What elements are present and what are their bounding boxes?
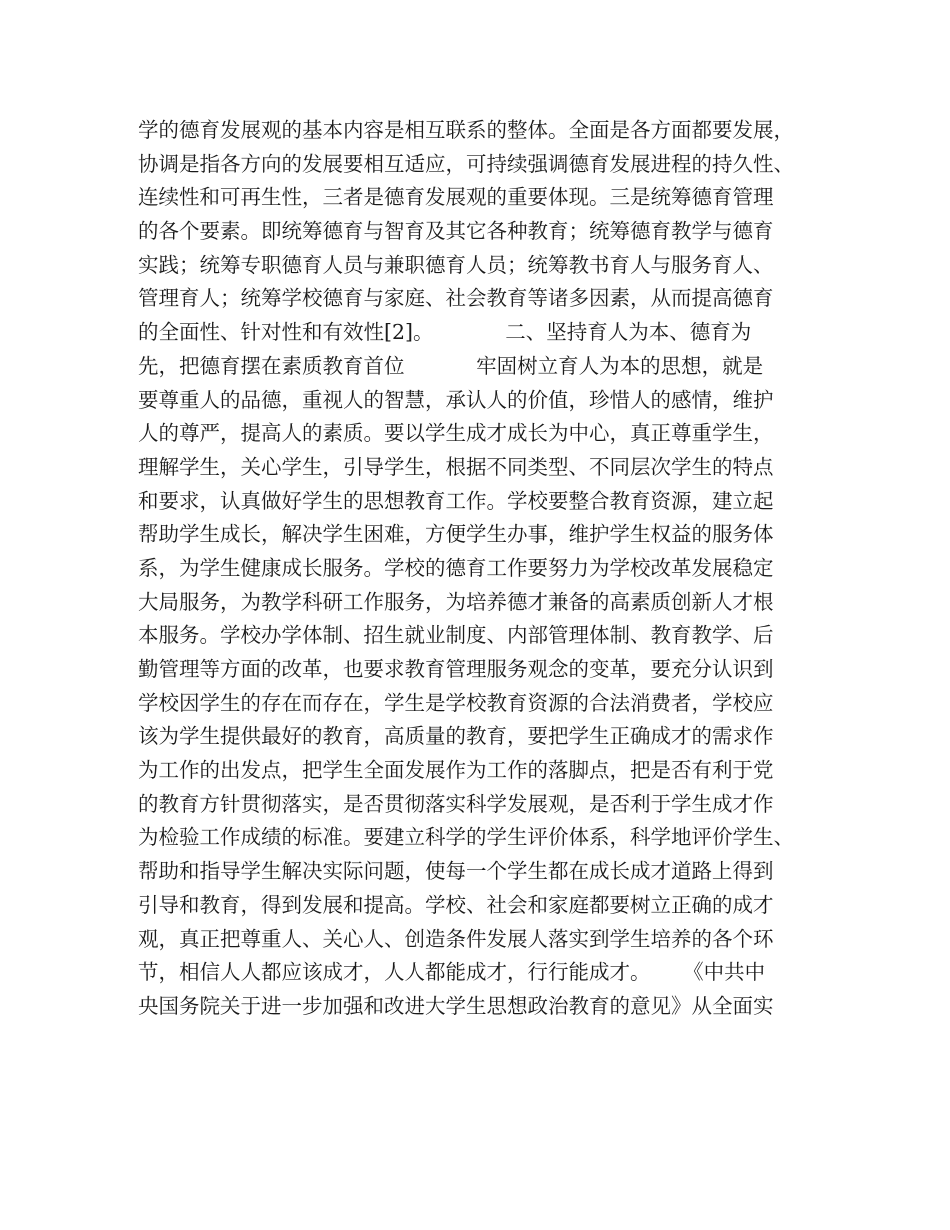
text-line: 连续性和可再生性，三者是德育发展观的重要体现。三是统筹德育管理 bbox=[138, 185, 774, 210]
text-line: 帮助学生成长，解决学生困难，方便学生办事，维护学生权益的服务体 bbox=[138, 522, 774, 547]
text-line: 为检验工作成绩的标准。要建立科学的学生评价体系，科学地评价学生、 bbox=[138, 825, 794, 850]
text-line: 先，把德育摆在素质教育首位 牢固树立育人为本的思想，就是 bbox=[138, 353, 764, 378]
text-line: 学的德育发展观的基本内容是相互联系的整体。全面是各方面都要发展， bbox=[138, 118, 794, 142]
text-line: 要尊重人的品德，重视人的智慧，承认人的价值，珍惜人的感情，维护 bbox=[138, 387, 774, 412]
text-line: 管理育人；统筹学校德育与家庭、社会教育等诸多因素，从而提高德育 bbox=[138, 286, 774, 311]
body-text bbox=[138, 114, 828, 1024]
text-line: 理解学生，关心学生，引导学生，根据不同类型、不同层次学生的特点 bbox=[138, 454, 774, 479]
text-line: 实践；统筹专职德育人员与兼职德育人员；统筹教书育人与服务育人、 bbox=[138, 252, 774, 277]
text-line: 系，为学生健康成长服务。学校的德育工作要努力为学校改革发展稳定 bbox=[138, 555, 774, 580]
text-line: 的各个要素。即统筹德育与智育及其它各种教育；统筹德育教学与德育 bbox=[138, 219, 774, 244]
text-line: 本服务。学校办学体制、招生就业制度、内部管理体制、教育教学、后 bbox=[138, 623, 774, 648]
text-line: 节，相信人人都应该成才，人人都能成才，行行能成才。 《中共中 bbox=[138, 960, 766, 985]
text-line: 帮助和指导学生解决实际问题，使每一个学生都在成长成才道路上得到 bbox=[138, 859, 774, 884]
text-line: 为工作的出发点，把学生全面发展作为工作的落脚点，把是否有利于党 bbox=[138, 758, 774, 783]
text-line: 人的尊严，提高人的素质。要以学生成才成长为中心，真正尊重学生， bbox=[138, 421, 774, 446]
text-line: 大局服务，为教学科研工作服务，为培养德才兼备的高素质创新人才根 bbox=[138, 589, 774, 614]
text-line: 的教育方针贯彻落实，是否贯彻落实科学发展观，是否利于学生成才作 bbox=[138, 791, 774, 816]
text-line: 观，真正把尊重人、关心人、创造条件发展人落实到学生培养的各个环 bbox=[138, 926, 774, 951]
text-line: 央国务院关于进一步加强和改进大学生思想政治教育的意见》从全面实 bbox=[138, 993, 774, 1018]
text-line: 和要求，认真做好学生的思想教育工作。学校要整合教育资源，建立起 bbox=[138, 488, 774, 513]
text-line: 的全面性、针对性和有效性[2]。 二、坚持育人为本、德育为 bbox=[138, 320, 752, 345]
text-line: 协调是指各方向的发展要相互适应，可持续强调德育发展进程的持久性、 bbox=[138, 151, 794, 176]
text-line: 该为学生提供最好的教育，高质量的教育，要把学生正确成才的需求作 bbox=[138, 724, 774, 749]
text-line: 学校因学生的存在而存在，学生是学校教育资源的合法消费者，学校应 bbox=[138, 690, 774, 715]
text-line: 勤管理等方面的改革，也要求教育管理服务观念的变革，要充分认识到 bbox=[138, 657, 774, 681]
text-line: 引导和教育，得到发展和提高。学校、社会和家庭都要树立正确的成才 bbox=[138, 892, 774, 917]
